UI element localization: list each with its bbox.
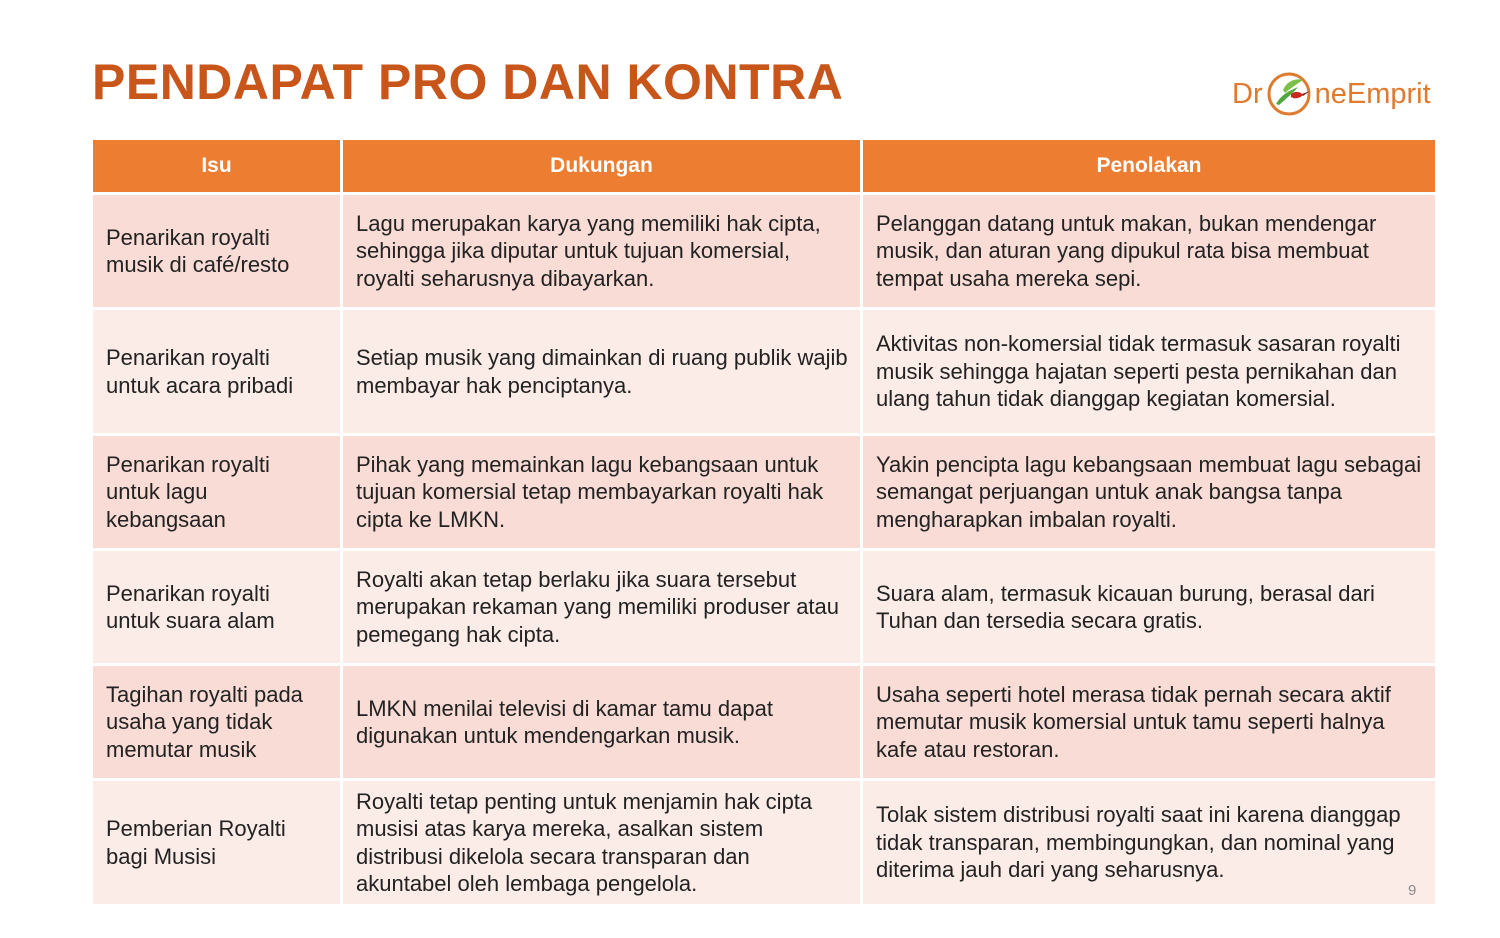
header-dukungan: Dukungan — [342, 139, 862, 194]
cell-isu: Pemberian Royalti bagi Musisi — [92, 780, 342, 906]
logo-text-left: Dr — [1232, 77, 1263, 110]
cell-dukungan: Lagu merupakan karya yang memiliki hak cipta, sehingga jika diputar untuk tujuan komersial, royalti seharusnya dibayarkan. — [342, 194, 862, 309]
cell-isu: Penarikan royalti musik di café/resto — [92, 194, 342, 309]
header-penolakan: Penolakan — [862, 139, 1437, 194]
cell-dukungan: LMKN menilai televisi di kamar tamu dapat digunakan untuk mendengarkan musik. — [342, 665, 862, 780]
cell-penolakan: Suara alam, termasuk kicauan burung, berasal dari Tuhan dan tersedia secara gratis. — [862, 550, 1437, 665]
cell-dukungan: Royalti tetap penting untuk menjamin hak cipta musisi atas karya mereka, asalkan sistem distribusi dikelola secara transparan dan akuntabel oleh lembaga pengelola. — [342, 780, 862, 906]
page-title: PENDAPAT PRO DAN KONTRA — [92, 54, 844, 110]
table-row — [92, 194, 1437, 309]
table-row — [92, 780, 1437, 906]
pro-contra-table — [90, 137, 1438, 907]
page-number: 9 — [1408, 882, 1417, 899]
hummingbird-logo-icon — [1265, 70, 1313, 118]
cell-dukungan: Setiap musik yang dimainkan di ruang publik wajib membayar hak penciptanya. — [342, 309, 862, 435]
table-row — [92, 665, 1437, 780]
table-row — [92, 435, 1437, 550]
header-isu: Isu — [92, 139, 342, 194]
table-header-row — [92, 139, 1437, 194]
cell-isu: Penarikan royalti untuk suara alam — [92, 550, 342, 665]
logo-text-right: neEmprit — [1314, 77, 1431, 110]
cell-penolakan: Usaha seperti hotel merasa tidak pernah secara aktif memutar musik komersial untuk tamu seperti halnya kafe atau restoran. — [862, 665, 1437, 780]
cell-isu: Tagihan royalti pada usaha yang tidak memutar musik — [92, 665, 342, 780]
cell-dukungan: Royalti akan tetap berlaku jika suara tersebut merupakan rekaman yang memiliki produser atau pemegang hak cipta. — [342, 550, 862, 665]
cell-penolakan: Tolak sistem distribusi royalti saat ini karena dianggap tidak transparan, membingungkan, dan nominal yang diterima jauh dari yang seharusnya. — [862, 780, 1437, 906]
cell-dukungan: Pihak yang memainkan lagu kebangsaan untuk tujuan komersial tetap membayarkan royalti hak cipta ke LMKN. — [342, 435, 862, 550]
cell-isu: Penarikan royalti untuk acara pribadi — [92, 309, 342, 435]
cell-penolakan: Pelanggan datang untuk makan, bukan mendengar musik, dan aturan yang dipukul rata bisa membuat tempat usaha mereka sepi. — [862, 194, 1437, 309]
table-row — [92, 550, 1437, 665]
cell-penolakan: Yakin pencipta lagu kebangsaan membuat lagu sebagai semangat perjuangan untuk anak bangsa tanpa mengharapkan imbalan royalti. — [862, 435, 1437, 550]
cell-isu: Penarikan royalti untuk lagu kebangsaan — [92, 435, 342, 550]
table-row — [92, 309, 1437, 435]
drone-emprit-logo — [1232, 64, 1442, 124]
cell-penolakan: Aktivitas non-komersial tidak termasuk sasaran royalti musik sehingga hajatan seperti pesta pernikahan dan ulang tahun tidak dianggap kegiatan komersial. — [862, 309, 1437, 435]
